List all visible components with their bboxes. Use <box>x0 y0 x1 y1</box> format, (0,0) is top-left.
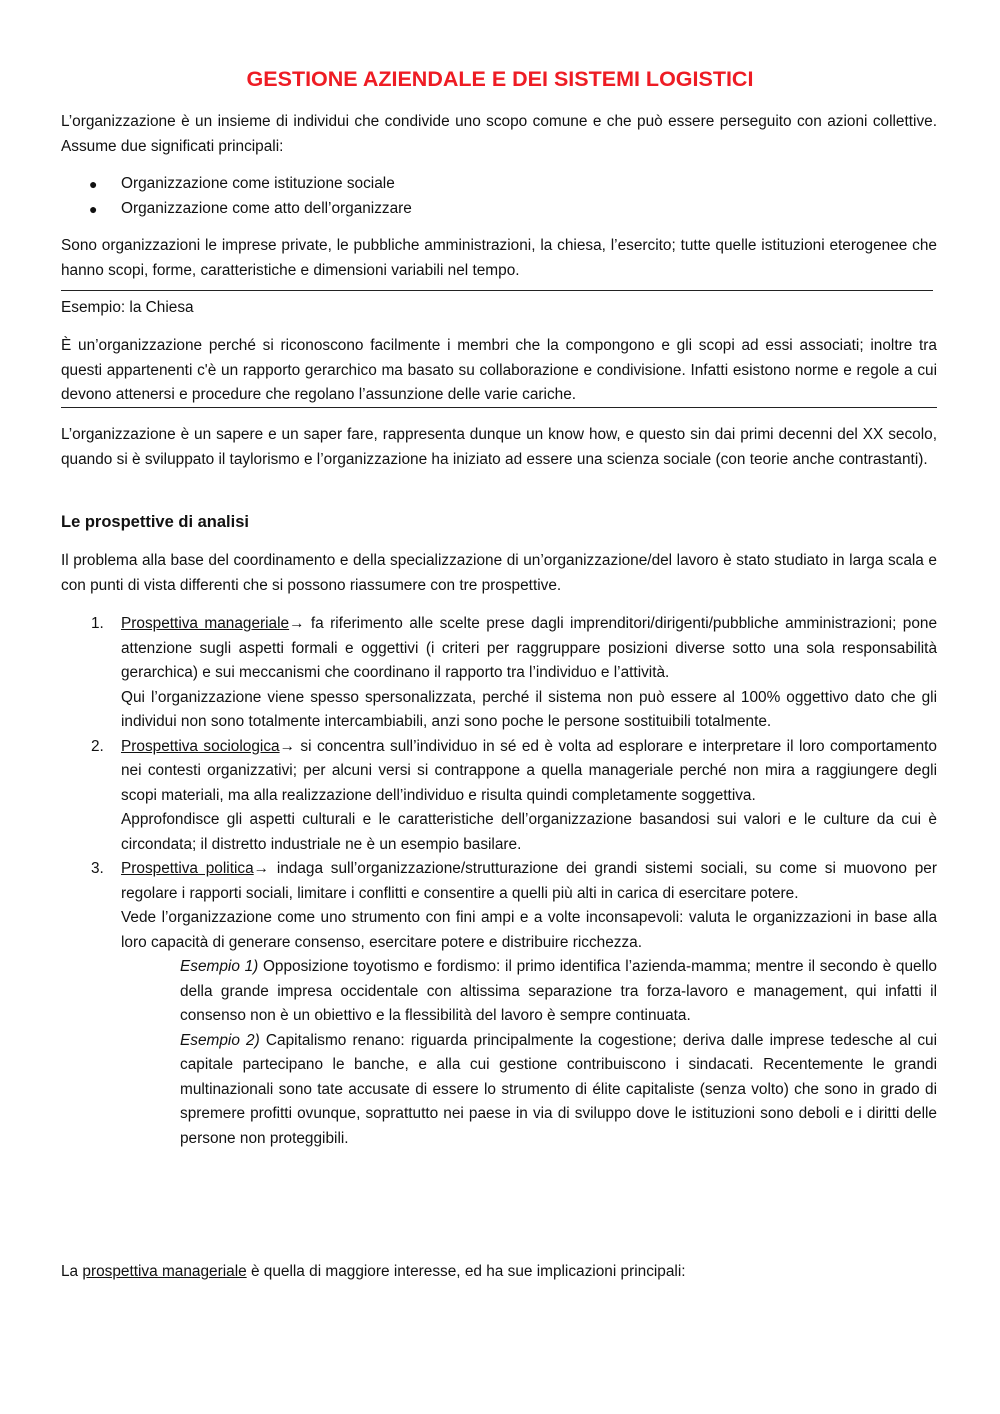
list-marker: 1. <box>91 615 104 632</box>
intro-paragraph: L’organizzazione è un insieme di individui che condivide uno scopo comune e che può essere perseguito con azioni collettive. Assume due significati principali: <box>61 113 937 155</box>
section-heading: Le prospettive di analisi <box>61 513 249 531</box>
list-marker: 2. <box>91 737 104 755</box>
types-paragraph: Sono organizzazioni le imprese private, le pubbliche amministrazioni, la chiesa, l’esercito; tutte quelle istituzioni eterogenee che hanno scopi, forme, caratteristiche e dimensioni variabili nel tempo. <box>61 237 937 279</box>
example-text: Opposizione toyotismo e fordismo: il primo identifica l’azienda-mamma; mentre il secondo è quello della grande impresa occidentale con altissima separazione tra forza-lavoro e management, qui infatti il consenso non è un obiettivo e la flessibilità del lavoro è sempre continuata. <box>180 958 937 1024</box>
arrow-icon: → <box>279 737 295 755</box>
know-how-paragraph: L’organizzazione è un sapere e un saper fare, rappresenta dunque un know how, e questo sin dai primi decenni del XX secolo, quando si è sviluppato il taylorismo e l’organizzazione ha iniziato ad essere una scienza sociale (con teorie anche contrastanti). <box>61 426 937 468</box>
perspective-name: Prospettiva sociologica <box>121 737 280 755</box>
perspective-text: si concentra sull’individuo in sé ed è volta ad esplorare e interpretare il loro comportamento nei contesti organizzativi; per alcuni versi si contrappone a quella manageriale perché non mira a raggiungere degli scopi materiali, ma alla realizzazione dell’individuo e risulta quindi completamente soggettiva. <box>121 737 937 804</box>
closing-paragraph <box>61 1260 937 1285</box>
example-paragraph: È un’organizzazione perché si riconoscono facilmente i membri che la compongono e gli scopi ad essi associati; inoltre tra questi appartenenti c'è un rapporto gerarchico ma basato su collaborazione e condivisione. Infatti esistono norme e regole a cui devono attenersi e procedure che regolano l’assunzione delle varie cariche. <box>61 337 937 403</box>
list-item-text: Organizzazione come atto dell’organizzare <box>121 199 412 217</box>
divider-top <box>61 290 933 291</box>
divider-bottom <box>61 407 937 408</box>
closing-before: La <box>61 1263 83 1280</box>
list-item <box>61 612 937 735</box>
section-intro: Il problema alla base del coordinamento e della specializzazione di un’organizzazione/del lavoro è stato studiato in larga scala e con punti di vista differenti che si possono riassumere con tre prospettive. <box>61 552 937 594</box>
document-title: GESTIONE AZIENDALE E DEI SISTEMI LOGISTICI <box>246 67 754 91</box>
bullet-icon: ● <box>89 176 98 192</box>
list-item <box>61 197 937 222</box>
perspective-extra: Qui l’organizzazione viene spesso spersonalizzata, perché il sistema non può essere al 100% oggettivo dato che gli individui non sono totalmente intercambiabili, anzi sono poche le persone sostituibili totalmente. <box>121 688 937 730</box>
example-lead: Esempio 2) <box>180 1031 260 1049</box>
arrow-icon: → <box>253 860 270 877</box>
perspective-text: fa riferimento alle scelte prese dagli imprenditori/dirigenti/pubbliche amministrazioni; pone attenzione sugli aspetti formali e oggettivi (i criteri per raggruppare posizioni diverse sotto una sola responsabilità gerarchica) e sui meccanismi che coordinano il rapporto tra l’individuo e l’attività. <box>121 615 938 681</box>
closing-after: è quella di maggiore interesse, ed ha sue implicazioni principali: <box>246 1263 686 1280</box>
example-lead: Esempio 1) <box>180 958 259 975</box>
example-text: Capitalismo renano: riguarda principalmente la cogestione; deriva dalle imprese tedesche al cui capitale partecipano le banche, e alla cui gestione contribuiscono i sindacati. Recentemente le grandi multinazionali sono tate accusate di essere lo strumento di élite capitaliste (senza volto) che sono in grado di spremere profitti ovunque, soprattutto nei paese in via di sviluppo dove le istituzioni sono deboli e i diritti delle persone non proteggibili. <box>180 1031 938 1147</box>
list-item <box>61 857 937 1151</box>
perspective-name: Prospettiva manageriale <box>121 615 290 632</box>
list-item-text: Organizzazione come istituzione sociale <box>121 175 395 192</box>
perspective-text: indaga sull’organizzazione/strutturazione dei grandi sistemi sociali, su come si muovono per regolare i rapporti sociali, limitare i conflitti e consentire a quelli più alti in carica di esercitare potere. <box>121 860 937 902</box>
closing-link: prospettiva manageriale <box>82 1263 247 1280</box>
arrow-icon: → <box>289 615 305 632</box>
bullet-icon: ● <box>89 200 98 217</box>
example-block <box>121 955 937 1151</box>
perspective-name: Prospettiva politica <box>121 860 254 877</box>
perspectives-list <box>61 612 937 1151</box>
list-item <box>61 735 937 858</box>
perspective-extra: Approfondisce gli aspetti culturali e le caratteristiche dell’organizzazione basandosi sui valori e le culture da cui è circondata; il distretto industriale ne è un esempio basilare. <box>121 811 937 853</box>
perspective-extra: Vede l’organizzazione come uno strumento con fini ampi e a volte inconsapevoli: valuta le organizzazioni in base alla loro capacità di generare consenso, esercitare potere e distribuire ricchezza. <box>121 909 937 951</box>
list-item <box>61 172 937 197</box>
list-marker: 3. <box>91 860 104 877</box>
example-label: Esempio: la Chiesa <box>61 299 194 316</box>
meanings-list <box>61 172 937 221</box>
